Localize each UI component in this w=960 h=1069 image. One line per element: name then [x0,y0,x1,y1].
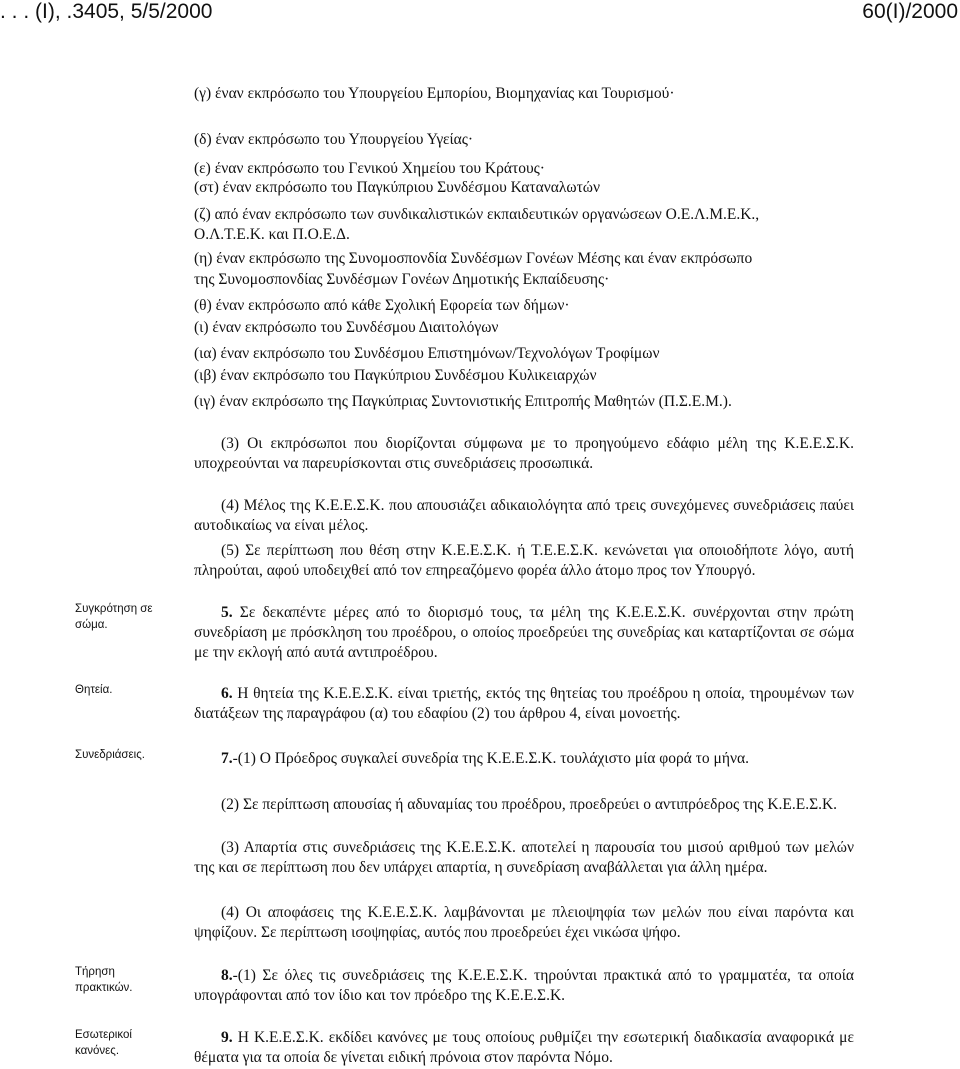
paragraph-5: (5) Σε περίπτωση που θέση στην Κ.Ε.Ε.Σ.Κ. ή Τ.Ε.Ε.Σ.Κ. κενώνεται για οποιοδήποτε λόγο, αυτή πληρούται, αφού υποδειχθεί από τον επηρεαζόμενο φορέα άλλο άτομο προς τον Υπουργό. [194,542,854,579]
section-9-number: 9. [221,1029,233,1046]
item-d: (δ) έναν εκπρόσωπο του Υπουργείου Υγείας· [194,131,474,148]
section-6-number: 6. [221,685,233,702]
margin-note-section-7: Συνεδριάσεις. [75,749,145,761]
section-7-text: -(1) Ο Πρόεδρος συγκαλεί συνεδρία της Κ.Ε.Ε.Σ.Κ. τουλάχιστο μία φορά το μήνα. [232,750,749,767]
section-9 [194,1028,854,1068]
section-7-3: (3) Απαρτία στις συνεδριάσεις της Κ.Ε.Ε.Σ.Κ. αποτελεί η παρουσία του μισού αριθμού των μελών της και σε περίπτωση που δεν υπάρχει απαρτία, η συνεδρίαση αναβάλλεται για άλλη ημέρα. [194,839,854,876]
item-z-line1: (ζ) από έναν εκπρόσωπο των συνδικαλιστικών εκπαιδευτικών οργανώσεων Ο.Ε.Λ.Μ.Ε.Κ., [194,206,760,223]
margin-note-section-8: Τήρηση πρακτικών. [75,966,133,994]
section-7-number: 7. [221,750,233,767]
item-i: (ι) έναν εκπρόσωπο του Συνδέσμου Διαιτολόγων [194,319,499,336]
section-6-text: Η θητεία της Κ.Ε.Ε.Σ.Κ. είναι τριετής, εκτός της θητείας του προέδρου η οποία, τηρουμένων των διατάξεων της παραγράφου (α) του εδαφίου (2) του άρθρου 4, είναι μονοετής. [194,685,854,722]
header-right: 60(Ι)/2000 [862,0,958,23]
section-5-text: Σε δεκαπέντε μέρες από το διορισμό τους, τα μέλη της Κ.Ε.Ε.Σ.Κ. συνέρχονται στην πρώτη συνεδρίαση με πρόσκληση του προέδρου, ο οποίος προεδρεύει της συνεδρίας και καταρτίζονται σε σώμα με την εκλογή από αυτά αντιπροέδρου. [194,604,855,661]
section-8-text: -(1) Σε όλες τις συνεδριάσεις της Κ.Ε.Ε.Σ.Κ. τηρούνται πρακτικά από το γραμματέα, τα οποία υπογράφονται από τον ίδιο και τον πρόεδρο της Κ.Ε.Ε.Σ.Κ. [194,967,854,1004]
item-g: (γ) έναν εκπρόσωπο του Υπουργείου Εμπορίου, Βιομηχανίας και Τουρισμού· [194,85,675,102]
margin-note-section-6: Θητεία. [75,684,113,696]
section-7-4: (4) Οι αποφάσεις της Κ.Ε.Ε.Σ.Κ. λαμβάνονται με πλειοψηφία των μελών που είναι παρόντα και ψηφίζουν. Σε περίπτωση ισοψηφίας, αυτός που προεδρεύει έχει νικώσα ψήφο. [194,904,854,941]
item-z-line2: Ο.Λ.Τ.Ε.Κ. και Π.Ο.Ε.Δ. [194,226,350,243]
section-8 [194,966,854,1006]
margin-note-section-5: Συγκρότηση σε σώμα. [75,603,153,631]
paragraph-3: (3) Οι εκπρόσωποι που διορίζονται σύμφωνα με το προηγούμενο εδάφιο μέλη της Κ.Ε.Ε.Σ.Κ. υποχρεούνται να παρευρίσκονται στις συνεδριάσεις προσωπικά. [194,435,854,472]
item-st: (στ) έναν εκπρόσωπο του Παγκύπριου Συνδέσμου Καταναλωτών [194,179,601,196]
item-e: (ε) έναν εκπρόσωπο του Γενικού Χημείου του Κράτους· [194,160,545,177]
section-5-number: 5. [221,604,233,621]
item-ia: (ια) έναν εκπρόσωπο του Συνδέσμου Επιστημόνων/Τεχνολόγων Τροφίμων [194,345,660,362]
section-9-text: Η Κ.Ε.Ε.Σ.Κ. εκδίδει κανόνες με τους οποίους ρυθμίζει την εσωτερική διαδικασία αναφορικά με θέματα για τα οποία δε γίνεται ειδική πρόνοια στον παρόντα Νόμο. [194,1029,855,1066]
item-h-line1: (η) έναν εκπρόσωπο της Συνομοσπονδία Συνδέσμων Γονέων Μέσης και έναν εκπρόσωπο [194,250,753,267]
margin-note-section-9: Εσωτερικοί κανόνες. [75,1029,132,1057]
item-h-line2: της Συνομοσπονδίας Συνδέσμων Γονέων Δημοτικής Εκπαίδευσης· [194,271,610,288]
header-left: . . . (Ι), .3405, 5/5/2000 [0,0,213,23]
section-6 [194,684,854,724]
section-7-1 [194,749,854,769]
section-8-number: 8. [221,967,233,984]
section-5 [194,603,854,663]
section-7-2: (2) Σε περίπτωση απουσίας ή αδυναμίας του προέδρου, προεδρεύει ο αντιπρόεδρος της Κ.Ε.Ε.Σ.Κ. [221,796,838,813]
item-ib: (ιβ) έναν εκπρόσωπο του Παγκύπριου Συνδέσμου Κυλικειαρχών [194,367,597,384]
item-ig: (ιγ) έναν εκπρόσωπο της Παγκύπριας Συντονιστικής Επιτροπής Μαθητών (Π.Σ.Ε.Μ.). [194,393,732,410]
paragraph-4: (4) Μέλος της Κ.Ε.Ε.Σ.Κ. που απουσιάζει αδικαιολόγητα από τρεις συνεχόμενες συνεδριάσεις παύει αυτοδικαίως να είναι μέλος. [194,497,854,534]
item-th: (θ) έναν εκπρόσωπο από κάθε Σχολική Εφορεία των δήμων· [194,297,570,314]
